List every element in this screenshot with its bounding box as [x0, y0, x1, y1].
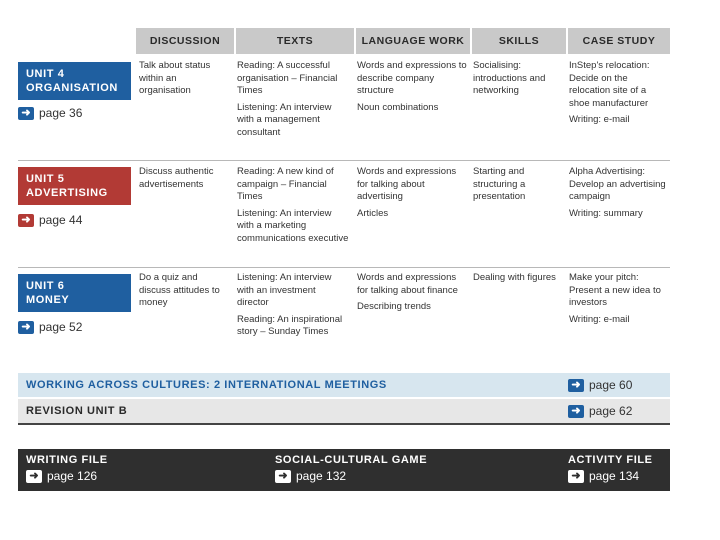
divider [18, 423, 670, 425]
arrow-right-icon: ➜ [18, 321, 34, 334]
language-cell: Words and expressions to describe company structure Noun combinations [357, 60, 467, 113]
unit-title-block[interactable] [18, 62, 131, 100]
unit-row-4 [18, 56, 670, 161]
header-case-study: CASE STUDY [566, 28, 670, 54]
page-number: page 44 [39, 213, 83, 227]
unit-page-link[interactable] [18, 213, 82, 227]
arrow-right-icon: ➜ [275, 470, 291, 483]
texts-cell: Reading: A new kind of campaign – Financial Times Listening: An interview with a marketing communications executive [237, 166, 349, 244]
arrow-right-icon: ➜ [568, 470, 584, 483]
unit-title-block[interactable] [18, 274, 131, 312]
page-number: page 60 [589, 378, 633, 392]
skills-cell: Starting and structuring a presentation [473, 166, 526, 202]
page-number: page 62 [589, 404, 633, 418]
social-cultural-game-link[interactable] [275, 454, 427, 483]
page-number: page 52 [39, 320, 83, 334]
texts-cell: Listening: An interview with an investment director Reading: An inspirational story – Sunday Times [237, 272, 343, 337]
discussion-cell: Talk about status within an organisation [139, 60, 211, 96]
page-number: page 134 [589, 469, 640, 483]
social-cultural-game-title: SOCIAL-CULTURAL GAME [275, 454, 428, 466]
revision-label: REVISION UNIT B [26, 405, 128, 417]
unit-page-link[interactable] [18, 106, 82, 120]
unit-title-block[interactable] [18, 167, 131, 205]
unit-row-6 [18, 268, 670, 366]
texts-cell: Reading: A successful organisation – Financial Times Listening: An interview with a management consultant [237, 60, 338, 138]
unit-number: UNIT 6 [26, 280, 65, 292]
unit-row-5 [18, 161, 670, 268]
arrow-right-icon: ➜ [18, 107, 34, 120]
page-number: page 126 [47, 469, 98, 483]
unit-name: ORGANISATION [26, 82, 118, 94]
working-across-cultures-label: WORKING ACROSS CULTURES: 2 INTERNATIONAL MEETINGS [26, 379, 387, 391]
unit-number: UNIT 4 [26, 68, 65, 80]
arrow-right-icon: ➜ [18, 214, 34, 227]
case-study-cell: InStep's relocation: Decide on the relocation site of a shoe manufacturer Writing: e-mail [569, 60, 650, 125]
arrow-right-icon: ➜ [568, 379, 584, 392]
header-skills: SKILLS [470, 28, 566, 54]
column-header-row [136, 28, 670, 54]
unit-name: ADVERTISING [26, 187, 108, 199]
language-cell: Words and expressions for talking about finance Describing trends [357, 272, 458, 312]
unit-name: MONEY [26, 294, 70, 306]
writing-file-link[interactable] [26, 454, 108, 483]
header-language-work: LANGUAGE WORK [354, 28, 470, 54]
header-texts: TEXTS [234, 28, 354, 54]
activity-file-title: ACTIVITY FILE [568, 454, 653, 466]
language-cell: Words and expressions for talking about advertising Articles [357, 166, 457, 219]
case-study-cell: Make your pitch: Present a new idea to investors Writing: e-mail [569, 272, 661, 325]
working-across-cultures-page-link[interactable] [568, 378, 632, 392]
skills-cell: Socialising: introductions and networking [473, 60, 546, 96]
header-discussion: DISCUSSION [136, 28, 234, 54]
working-across-cultures-row[interactable] [18, 373, 670, 397]
arrow-right-icon: ➜ [568, 405, 584, 418]
page-number: page 132 [296, 469, 347, 483]
unit-page-link[interactable] [18, 320, 82, 334]
skills-cell: Dealing with figures [473, 272, 556, 283]
activity-file-link[interactable] [568, 454, 653, 483]
revision-row[interactable] [18, 399, 670, 423]
unit-number: UNIT 5 [26, 173, 65, 185]
writing-file-title: WRITING FILE [26, 454, 108, 466]
arrow-right-icon: ➜ [26, 470, 42, 483]
case-study-cell: Alpha Advertising: Develop an advertising campaign Writing: summary [569, 166, 666, 219]
reference-footer-bar [18, 449, 670, 491]
discussion-cell: Do a quiz and discuss attitudes to money [139, 272, 220, 308]
revision-page-link[interactable] [568, 404, 632, 418]
discussion-cell: Discuss authentic advertisements [139, 166, 214, 190]
page-number: page 36 [39, 106, 83, 120]
